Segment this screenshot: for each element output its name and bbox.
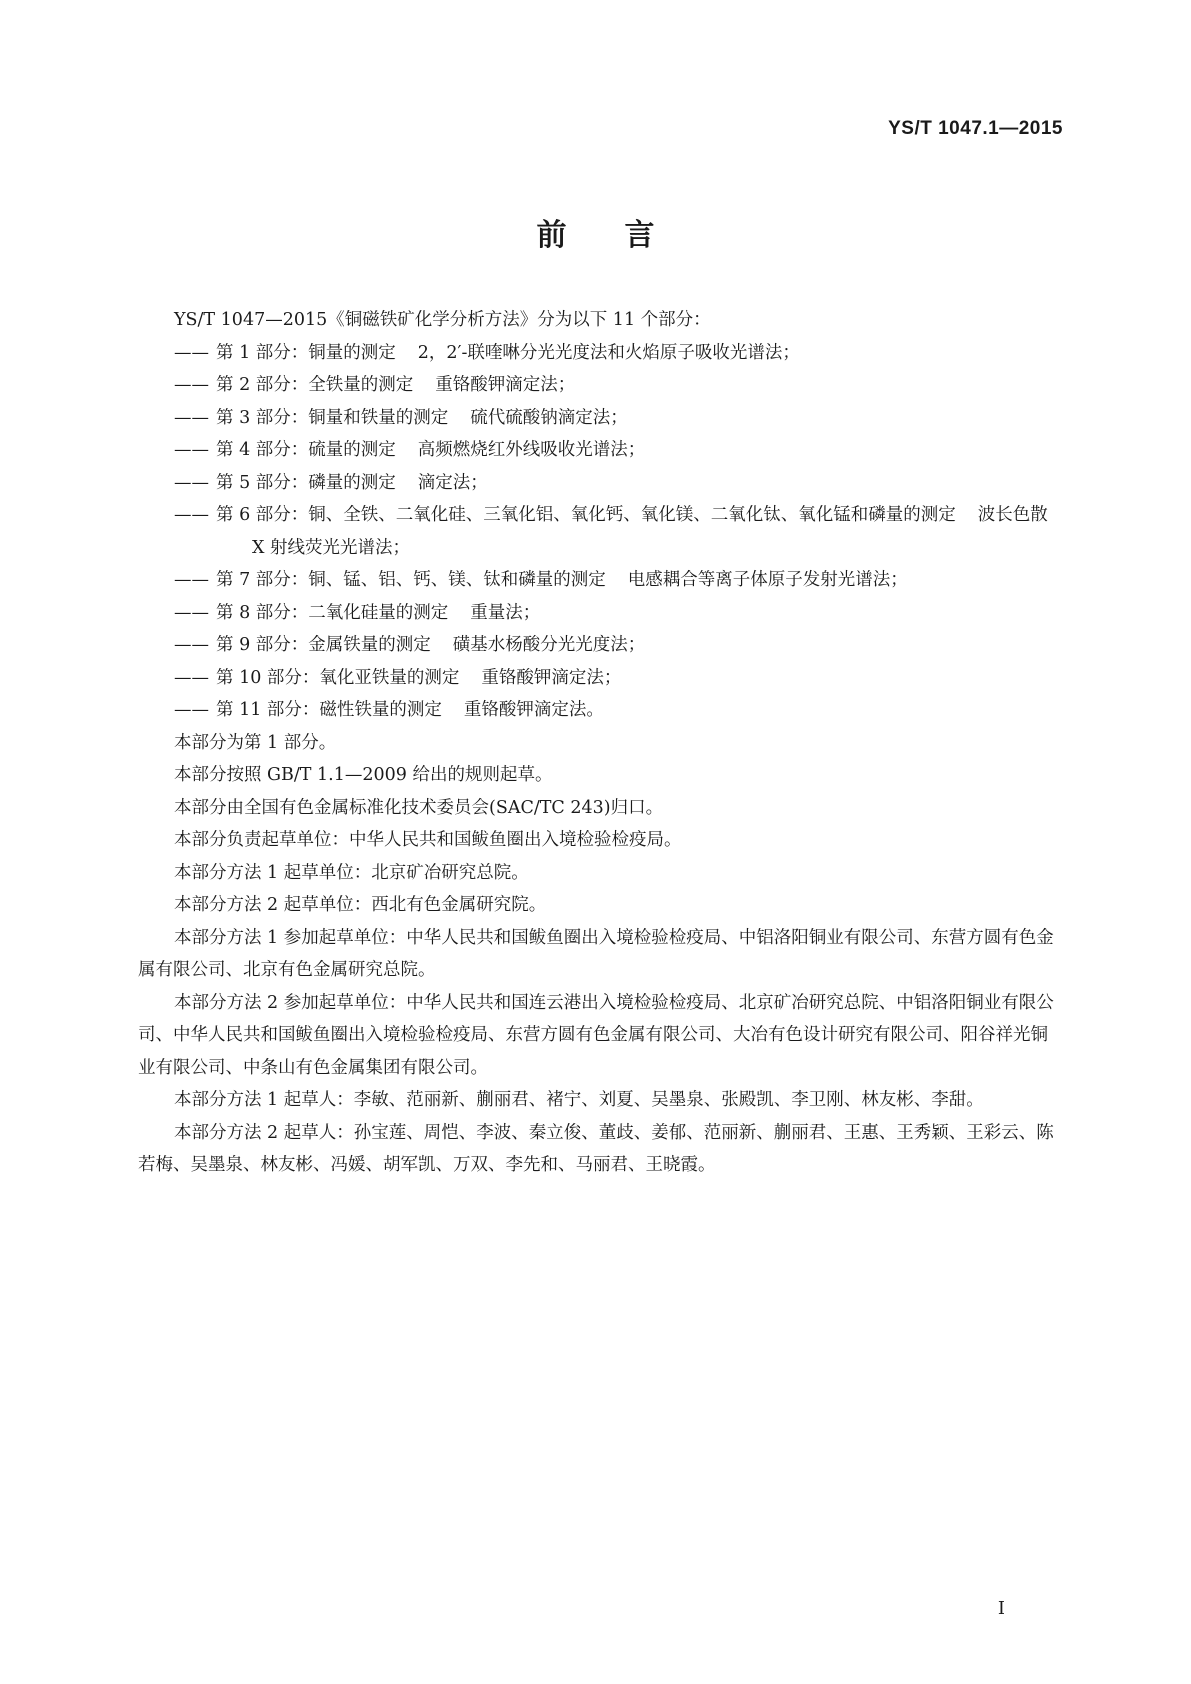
paragraph-method2-participants: 本部分方法 2 参加起草单位：中华人民共和国连云港出入境检验检疫局、北京矿冶研究总院、中铝洛阳铜业有限公司、中华人民共和国鲅鱼圈出入境检验检疫局、东营方圆有色金属有限公司、大冶有色设计研究有限公司、阳谷祥光铜业有限公司、中条山有色金属集团有限公司。 — [138, 992, 1054, 1078]
paragraph-method1-participants: 本部分方法 1 参加起草单位：中华人民共和国鲅鱼圈出入境检验检疫局、中铝洛阳铜业有限公司、东营方圆有色金属有限公司、北京有色金属研究总院。 — [138, 927, 1054, 980]
foreword-body — [138, 304, 1058, 1182]
part-label: 第 4 部分：硫量的测定 — [216, 440, 396, 460]
part-method: 波长色散 X 射线荧光光谱法； — [252, 505, 1048, 558]
page-title — [0, 210, 1191, 254]
part-label: 第 8 部分：二氧化硅量的测定 — [216, 602, 449, 623]
dash: —— — [174, 700, 209, 720]
standard-number: YS/T 1047.1—2015 — [888, 118, 1063, 139]
part-label: 第 10 部分：氧化亚铁量的测定 — [216, 667, 460, 688]
part-label: 第 5 部分：磷量的测定 — [216, 472, 396, 493]
dash: —— — [174, 375, 209, 395]
dash: —— — [174, 602, 209, 623]
title-char-1: 前 — [536, 218, 567, 253]
page-number: I — [997, 1598, 1005, 1619]
paragraph-method1-unit: 本部分方法 1 起草单位：北京矿冶研究总院。 — [174, 862, 529, 883]
part-item-11 — [174, 694, 1058, 727]
part-label: 第 7 部分：铜、锰、铝、钙、镁、钛和磷量的测定 — [216, 570, 606, 590]
part-method: 电感耦合等离子体原子发射光谱法； — [627, 570, 908, 590]
intro-paragraph: YS/T 1047—2015《铜磁铁矿化学分析方法》分为以下 11 个部分： — [174, 310, 711, 330]
part-method: 重铬酸钾滴定法； — [435, 375, 576, 395]
dash: —— — [174, 342, 209, 363]
part-item-2 — [174, 369, 1058, 402]
dash: —— — [174, 570, 209, 590]
paragraph-method2-drafters: 本部分方法 2 起草人：孙宝莲、周恺、李波、秦立俊、董歧、姜郁、范丽新、蒯丽君、王惠、王秀颖、王彩云、陈若梅、吴墨泉、林友彬、冯媛、胡军凯、万双、李先和、马丽君、王晓霞。 — [138, 1122, 1054, 1175]
part-item-8 — [174, 597, 1058, 630]
paragraph-method2-unit: 本部分方法 2 起草单位：西北有色金属研究院。 — [174, 895, 547, 915]
dash: —— — [174, 635, 209, 655]
paragraph-responsible-unit: 本部分负责起草单位：中华人民共和国鲅鱼圈出入境检验检疫局。 — [174, 830, 682, 850]
dash: —— — [174, 505, 209, 525]
dash: —— — [174, 440, 209, 460]
part-item-4 — [174, 434, 1058, 467]
part-method: 滴定法； — [417, 472, 488, 493]
part-method: 2，2′-联喹啉分光光度法和火焰原子吸收光谱法； — [417, 342, 800, 363]
part-method: 重铬酸钾滴定法。 — [463, 700, 604, 720]
dash: —— — [174, 407, 209, 428]
title-char-2: 言 — [624, 218, 655, 253]
part-item-9 — [174, 629, 1058, 662]
part-label: 第 9 部分：金属铁量的测定 — [216, 635, 431, 655]
dash: —— — [174, 472, 209, 493]
part-method: 磺基水杨酸分光光度法； — [452, 635, 646, 655]
part-item-1 — [174, 337, 1058, 370]
part-item-7 — [174, 564, 1058, 597]
paragraph-method1-drafters: 本部分方法 1 起草人：李敏、范丽新、蒯丽君、褚宁、刘夏、吴墨泉、张殿凯、李卫刚、林友彬、李甜。 — [174, 1090, 984, 1110]
paragraph-part-number: 本部分为第 1 部分。 — [174, 732, 337, 753]
part-method: 高频燃烧红外线吸收光谱法； — [417, 440, 646, 460]
part-label: 第 11 部分：磁性铁量的测定 — [216, 700, 442, 720]
part-item-3 — [174, 402, 1058, 435]
part-item-6 — [174, 499, 1058, 564]
part-label: 第 3 部分：铜量和铁量的测定 — [216, 407, 449, 428]
part-method: 重量法； — [470, 602, 541, 623]
paragraph-committee: 本部分由全国有色金属标准化技术委员会(SAC/TC 243)归口。 — [174, 797, 664, 818]
part-label: 第 2 部分：全铁量的测定 — [216, 375, 414, 395]
part-label: 第 6 部分：铜、全铁、二氧化硅、三氧化铝、氧化钙、氧化镁、二氧化钛、氧化锰和磷量的测定 — [216, 505, 956, 525]
paragraph-drafting-rules: 本部分按照 GB/T 1.1—2009 给出的规则起草。 — [174, 765, 553, 785]
part-label: 第 1 部分：铜量的测定 — [216, 342, 396, 363]
part-method: 重铬酸钾滴定法； — [481, 667, 622, 688]
part-item-5 — [174, 467, 1058, 500]
parts-list — [138, 337, 1058, 727]
part-method: 硫代硫酸钠滴定法； — [470, 407, 628, 428]
part-item-10 — [174, 662, 1058, 695]
dash: —— — [174, 667, 209, 688]
